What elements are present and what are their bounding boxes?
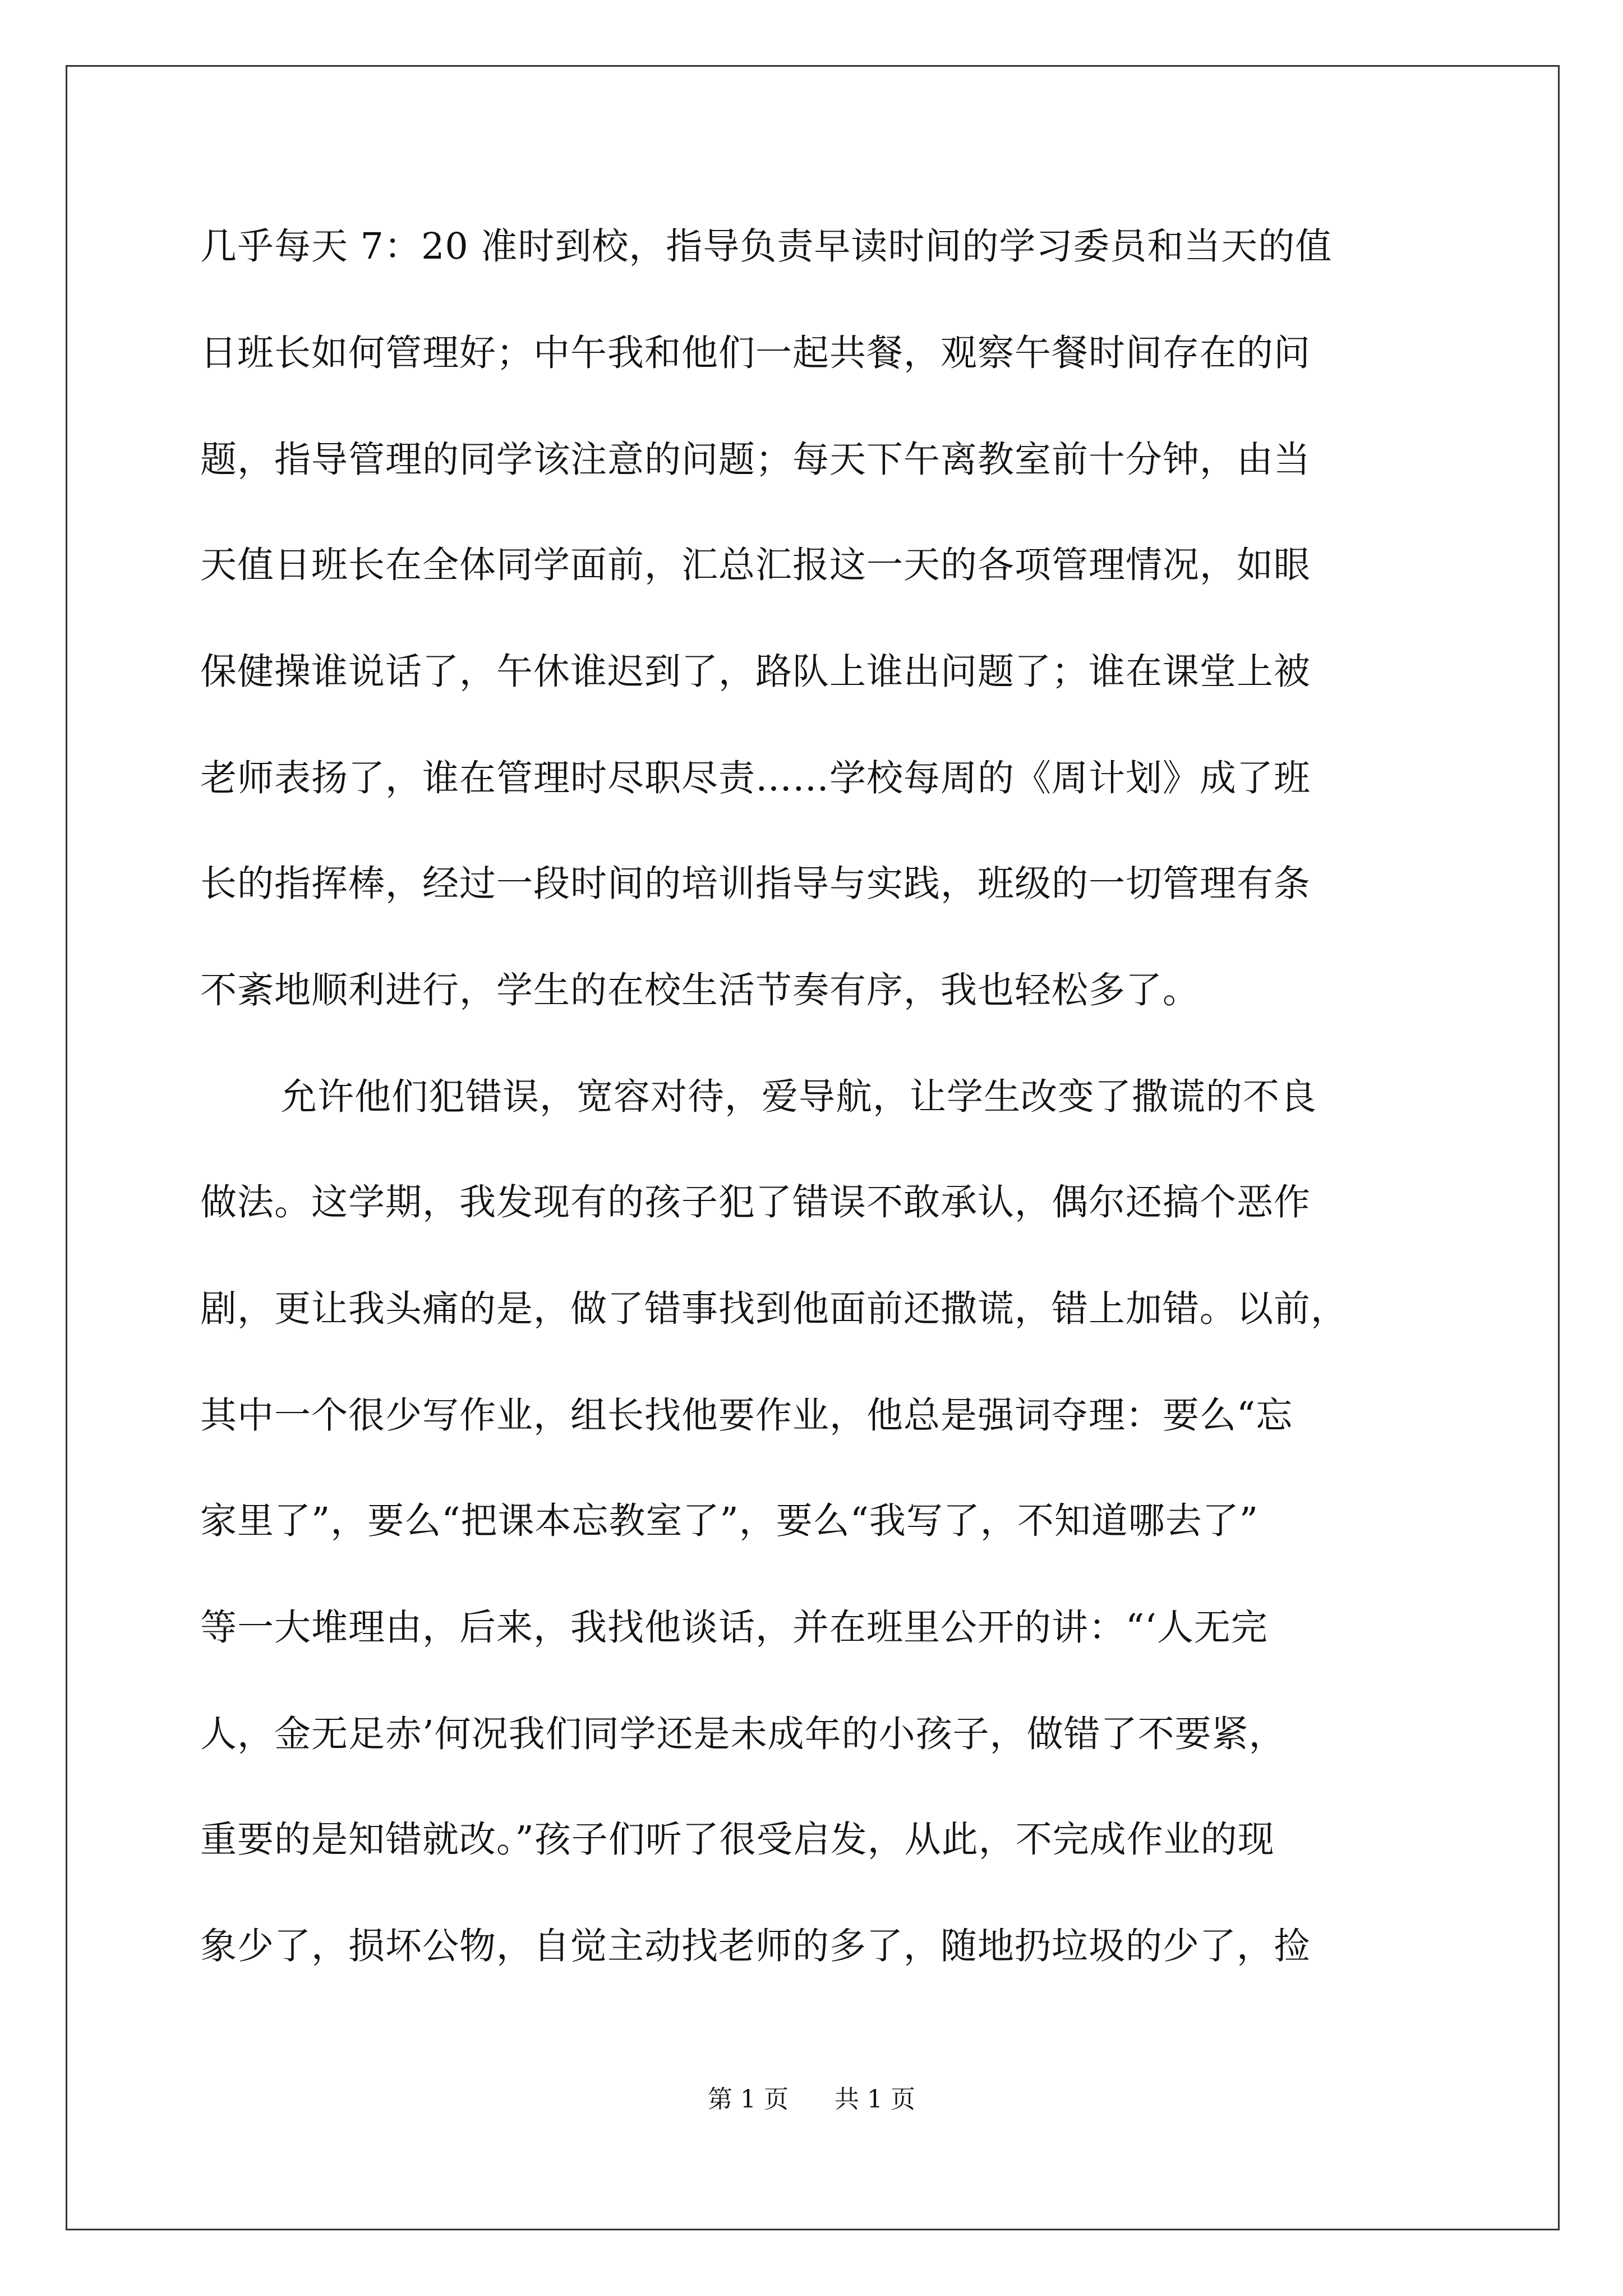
page-footer <box>0 2084 1623 2115</box>
text-line: 天值日班长在全体同学面前，汇总汇报这一天的各项管理情况，如眼 <box>200 544 1311 586</box>
text-line: 长的指挥棒，经过一段时间的培训指导与实践，班级的一切管理有条 <box>200 863 1311 905</box>
text-line: 几乎每天 7：20 准时到校，指导负责早读时间的学习委员和当天的值 <box>200 226 1332 268</box>
page-border <box>66 65 1560 2230</box>
paragraph-first-line: 允许他们犯错误，宽容对待，爱导航，让学生改变了撒谎的不良 <box>280 1076 1317 1118</box>
text-line: 人，金无足赤’何况我们同学还是未成年的小孩子，做错了不要紧， <box>200 1713 1286 1755</box>
text-line: 等一大堆理由，后来，我找他谈话，并在班里公开的讲：“‘人无完 <box>200 1607 1268 1649</box>
page-total: 共 1 页 <box>834 2085 915 2114</box>
text-line: 题，指导管理的同学该注意的问题；每天下午离教室前十分钟，由当 <box>200 439 1311 481</box>
text-line: 家里了”，要么“把课本忘教室了”，要么“我写了，不知道哪去了” <box>200 1500 1259 1542</box>
text-line: 做法。这学期，我发现有的孩子犯了错误不敢承认，偶尔还搞个恶作 <box>200 1181 1311 1223</box>
text-line: 日班长如何管理好；中午我和他们一起共餐，观察午餐时间存在的问 <box>200 332 1311 374</box>
text-line: 老师表扬了，谁在管理时尽职尽责……学校每周的《周计划》成了班 <box>200 757 1311 799</box>
page-number: 第 1 页 <box>708 2085 789 2114</box>
text-line: 重要的是知错就改。”孩子们听了很受启发，从此，不完成作业的现 <box>200 1819 1275 1861</box>
text-line: 剧，更让我头痛的是，做了错事找到他面前还撒谎，错上加错。以前， <box>200 1288 1348 1330</box>
text-line: 保健操谁说话了，午休谁迟到了，路队上谁出问题了；谁在课堂上被 <box>200 651 1311 693</box>
text-line: 不紊地顺利进行，学生的在校生活节奏有序，我也轻松多了。 <box>200 969 1200 1011</box>
text-line: 象少了，损坏公物，自觉主动找老师的多了，随地扔垃圾的少了，捡 <box>200 1925 1311 1967</box>
text-line: 其中一个很少写作业，组长找他要作业，他总是强词夺理：要么“忘 <box>200 1395 1293 1437</box>
